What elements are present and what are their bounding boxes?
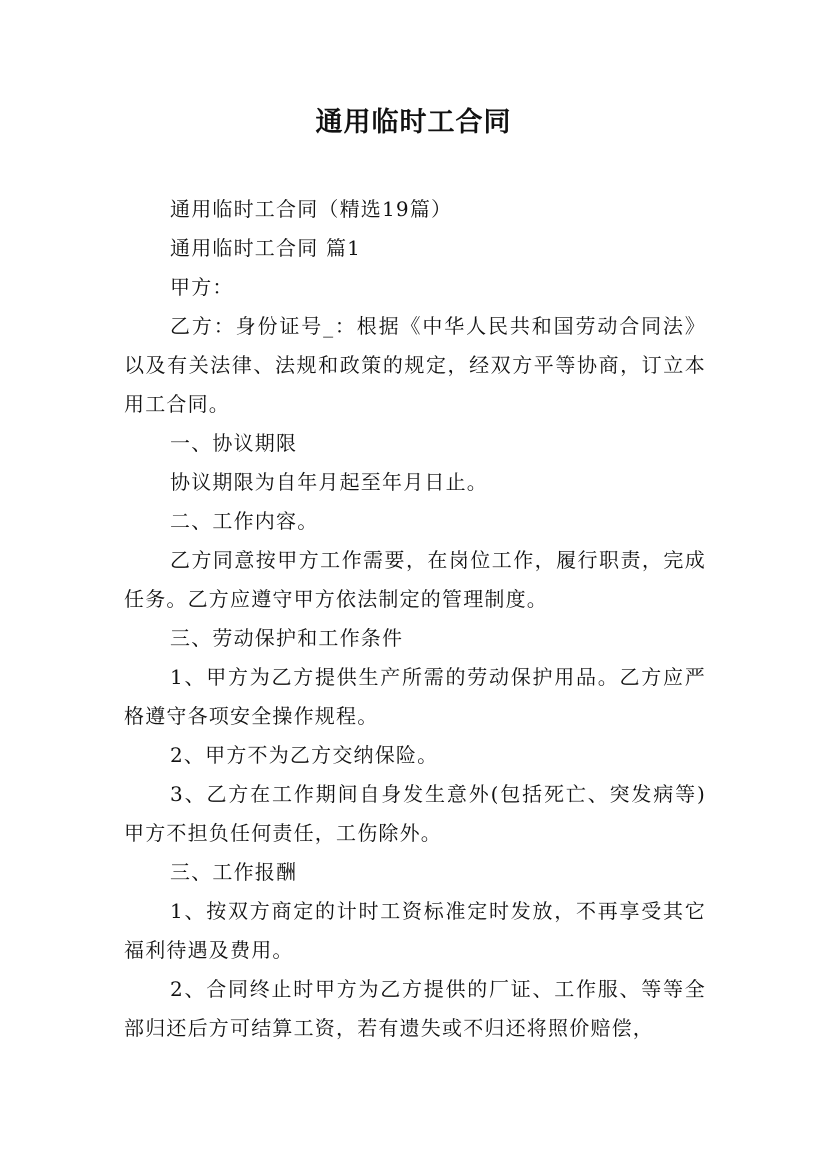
paragraph-protection-3: 3、乙方在工作期间自身发生意外(包括死亡、突发病等)甲方不担负任何责任，工伤除外。 — [124, 782, 706, 845]
paragraph-subtitle: 通用临时工合同（精选19篇） — [170, 197, 453, 221]
document-title: 通用临时工合同 — [315, 107, 512, 138]
paragraph-protection-1: 1、甲方为乙方提供生产所需的劳动保护用品。乙方应严格遵守各项安全操作规程。 — [124, 665, 706, 728]
paragraph-term: 协议期限为自年月起至年月日止。 — [170, 470, 488, 494]
paragraph-heading-term: 一、协议期限 — [170, 431, 298, 455]
paragraph-pay-2: 2、合同终止时甲方为乙方提供的厂证、工作服、等等全部归还后方可结算工资，若有遗失或不归还将照价赔偿， — [124, 977, 706, 1040]
paragraph-party-b: 乙方：身份证号_：根据《中华人民共和国劳动合同法》以及有关法律、法规和政策的规定，经双方平等协商，订立本用工合同。 — [124, 314, 706, 416]
paragraph-content: 乙方同意按甲方工作需要，在岗位工作，履行职责，完成任务。乙方应遵守甲方依法制定的管理制度。 — [124, 548, 706, 611]
paragraph-heading-pay: 三、工作报酬 — [170, 860, 298, 884]
paragraph-party-a: 甲方： — [170, 275, 234, 299]
paragraph-pay-1: 1、按双方商定的计时工资标准定时发放，不再享受其它福利待遇及费用。 — [124, 899, 706, 962]
paragraph-section-heading: 通用临时工合同 篇1 — [170, 236, 362, 260]
paragraph-protection-2: 2、甲方不为乙方交纳保险。 — [170, 743, 439, 767]
paragraph-heading-protection: 三、劳动保护和工作条件 — [170, 626, 404, 650]
document-body — [124, 190, 706, 1048]
paragraph-heading-content: 二、工作内容。 — [170, 509, 319, 533]
